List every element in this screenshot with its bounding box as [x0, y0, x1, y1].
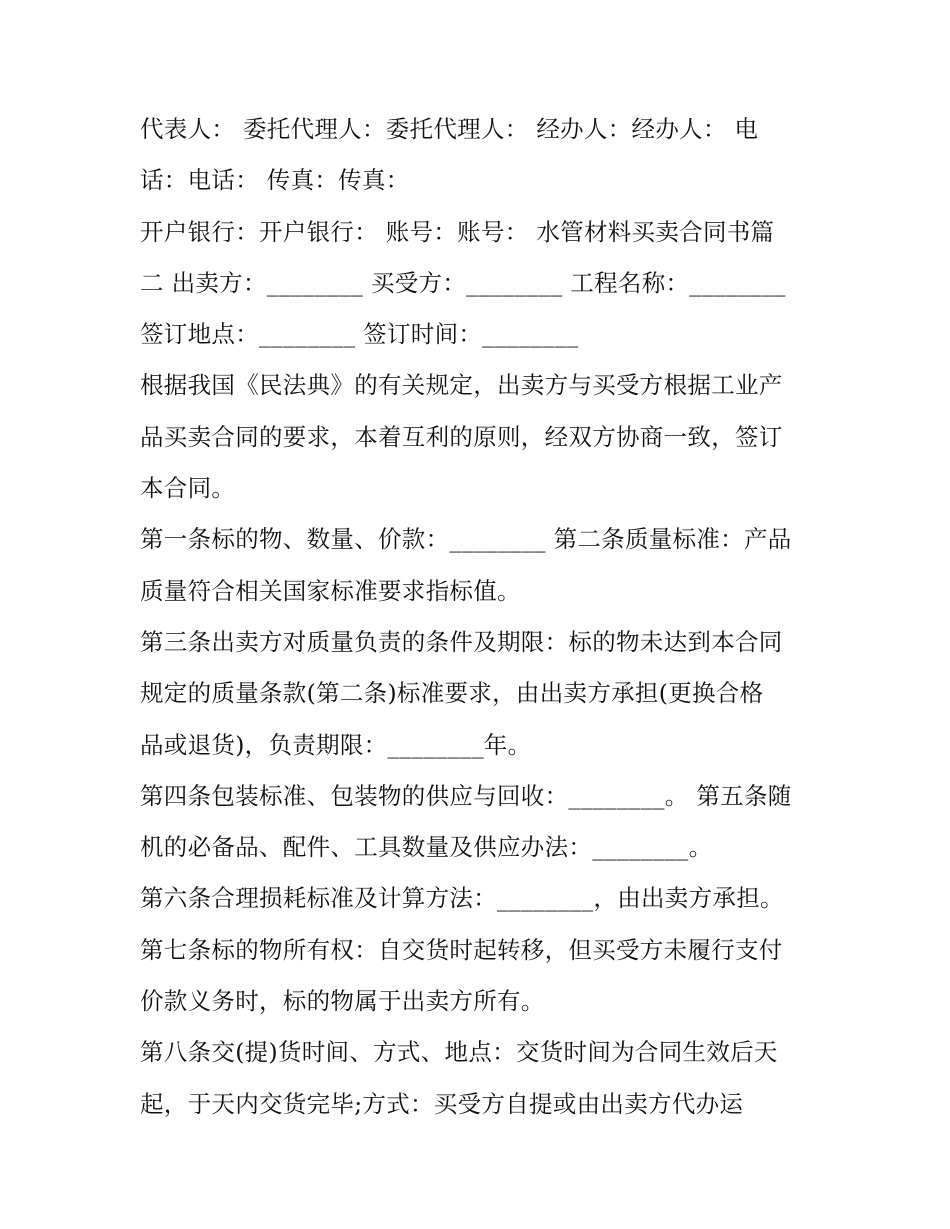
- text-line: 签订地点：________ 签订时间：________: [140, 320, 579, 349]
- text-line: 质量符合相关国家标准要求指标值。: [140, 576, 521, 605]
- text-line: 第七条标的物所有权：自交货时起转移，但买受方未履行支付: [140, 935, 783, 964]
- text-line: 第四条包装标准、包装物的供应与回收：________。 第五条随: [140, 781, 792, 810]
- text-line: 代表人： 委托代理人：委托代理人： 经办人：经办人： 电: [140, 115, 759, 143]
- text-line: 第六条合理损耗标准及计算方法：________，由出卖方承担。: [140, 884, 784, 913]
- text-line: 本合同。: [140, 474, 236, 503]
- text-line: 开户银行：开户银行： 账号：账号： 水管材料买卖合同书篇: [140, 217, 775, 246]
- text-line: 第八条交(提)货时间、方式、地点：交货时间为合同生效后天: [140, 1038, 778, 1067]
- text-line: 机的必备品、配件、工具数量及供应办法：________。: [140, 833, 713, 862]
- text-line: 品或退货)，负责期限：________年。: [140, 730, 532, 759]
- text-line: 品买卖合同的要求，本着互利的原则，经双方协商一致，签订: [140, 422, 783, 451]
- text-line: 起，于天内交货完毕;方式：买受方自提或由出卖方代办运: [140, 1089, 744, 1118]
- text-line: 第三条出卖方对质量负责的条件及期限：标的物未达到本合同: [140, 627, 783, 656]
- text-line: 根据我国《民法典》的有关规定，出卖方与买受方根据工业产: [140, 371, 783, 400]
- text-line: 第一条标的物、数量、价款：________ 第二条质量标准：产品: [140, 525, 792, 554]
- text-line: 二 出卖方：________ 买受方：________ 工程名称：________: [140, 268, 786, 297]
- text-line: 话：电话： 传真：传真：: [140, 166, 410, 195]
- text-line: 规定的质量条款(第二条)标准要求，由出卖方承担(更换合格: [140, 679, 764, 708]
- contract-body-text: [140, 104, 820, 1130]
- text-line: 价款义务时，标的物属于出卖方所有。: [140, 987, 545, 1016]
